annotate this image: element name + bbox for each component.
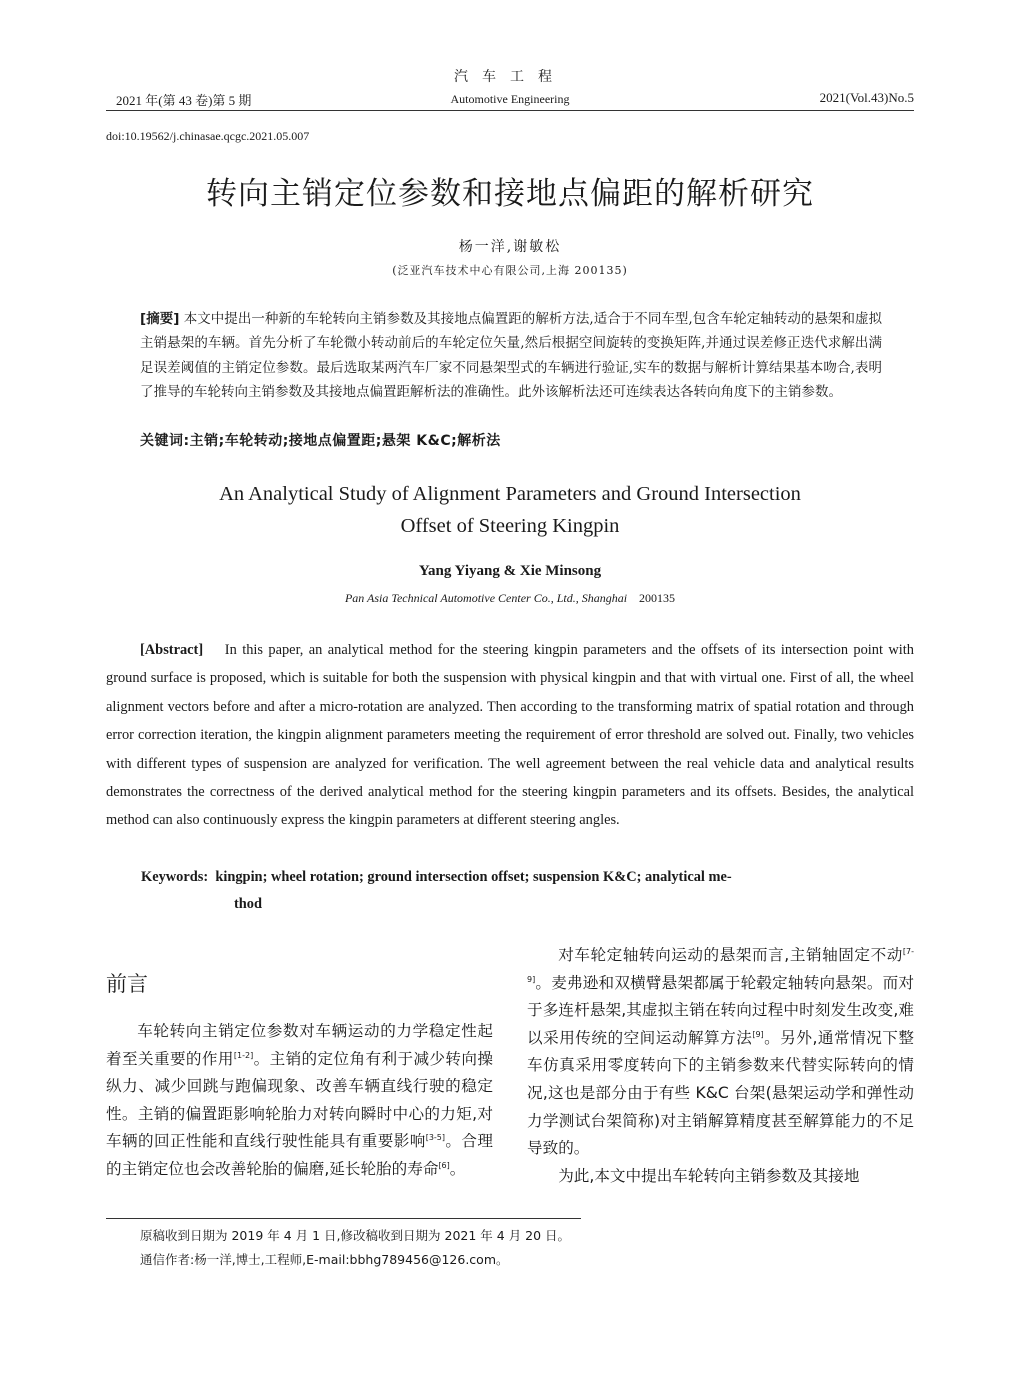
abstract-en-text: In this paper, an analytical method for the steering kingpin parameters and the offsets of its intersection point with ground surface is proposed, which is suitable for both the suspension with physical kingpin and that with virtual one. First of all, the wheel alignment vectors before and after a micro-rotation are analyzed. Then according to the transforming matrix of spatial rotation and through error correction iteration, the kingpin alignment parameters meeting the requirement of error threshold are solved out. Finally, two vehicles with different types of suspension are analyzed for verification. The well agreement between the real vehicle data and analytical results demonstrates the correctness of the derived analytical method for the steering kingpin parameters and its offsets. Besides, the analytical method can also continuously express the kingpin parameters at different steering angles.: [106, 642, 914, 829]
text-run: 对车轮定轴转向运动的悬架而言,主销轴固定不动: [558, 946, 903, 964]
body-column-right: [527, 942, 914, 1190]
issue-info-en: 2021(Vol.43)No.5: [819, 90, 914, 105]
body-column-left: [106, 1018, 493, 1184]
paper-title-en-line1: An Analytical Study of Alignment Parameters and Ground Intersection: [219, 483, 801, 505]
issue-info-cn: 2021 年(第 43 卷)第 5 期: [116, 93, 252, 108]
affiliation-en-name: Pan Asia Technical Automotive Center Co., Ltd., Shanghai: [344, 591, 628, 605]
doi[interactable]: doi:10.19562/j.chinasae.qcgc.2021.05.007: [106, 129, 310, 143]
keywords-en-line2: thod: [234, 896, 262, 912]
journal-title-en: Automotive Engineering: [450, 92, 570, 106]
affiliation-cn: (泛亚汽车技术中心有限公司,上海 200135): [392, 264, 628, 277]
paper-title-en: [0, 478, 1020, 542]
intro-paragraph-3: 为此,本文中提出车轮转向主销参数及其接地: [558, 1166, 860, 1185]
intro-paragraph-1: [106, 1018, 493, 1184]
keywords-en: [141, 864, 914, 918]
affiliation-en: [0, 591, 1020, 606]
keywords-en-label: Keywords:: [141, 869, 209, 885]
keywords-en-line1: kingpin; wheel rotation; ground intersection offset; suspension K&C; analytical me-: [215, 869, 732, 885]
paper-title-en-line2: Offset of Steering Kingpin: [400, 515, 620, 537]
footnote-rule: [106, 1218, 581, 1219]
footnote-received: 原稿收到日期为 2019 年 4 月 1 日,修改稿收到日期为 2021 年 4 月 20 日。: [140, 1228, 571, 1243]
citation[interactable]: [6]: [438, 1160, 450, 1170]
abstract-cn: [140, 307, 882, 405]
section-heading-introduction: 前言: [106, 972, 148, 996]
abstract-en-label: [Abstract]: [140, 642, 204, 658]
text-run: 。: [449, 1159, 466, 1178]
header-rule: [106, 110, 914, 111]
paper-title-cn: 转向主销定位参数和接地点偏距的解析研究: [206, 176, 814, 212]
affiliation-en-zip: 200135: [639, 591, 676, 605]
footnote-author: 通信作者:杨一洋,博士,工程师,E-mail:bbhg789456@126.com。: [140, 1252, 509, 1267]
authors-cn: 杨一洋,谢敏松: [458, 239, 562, 255]
citation[interactable]: [1-2]: [233, 1050, 254, 1060]
abstract-cn-label: [摘要]: [140, 311, 180, 327]
intro-paragraph-2: [527, 942, 914, 1163]
journal-title-cn: 汽车工程: [454, 69, 566, 85]
citation[interactable]: [3-5]: [425, 1133, 446, 1143]
text-run: 。另外,通常情况下整车仿真采用零度转向下的主销参数来代替实际转向的情况,这也是部分由于有些 K&C 台架(悬架运动学和弹性动力学测试台架简称)对主销解算精度甚至解算能力的不足导致的。: [527, 1028, 914, 1158]
keywords-cn: 关键词:主销;车轮转动;接地点偏置距;悬架 K&C;解析法: [140, 433, 501, 449]
text-run: 。麦弗逊和双横臂悬架都属于轮毂定轴转向悬架。而对于多连杆悬架,其虚拟主销在转向过程中时刻发生改变,难以采用传统的空间运动解算方法: [527, 973, 914, 1047]
authors-en: Yang Yiyang & Xie Minsong: [418, 563, 602, 579]
abstract-cn-text: 本文中提出一种新的车轮转向主销参数及其接地点偏置距的解析方法,适合于不同车型,包含车轮定轴转动的悬架和虚拟主销悬架的车辆。首先分析了车轮微小转动前后的车轮定位矢量,然后根据空间旋转的变换矩阵,并通过误差修正迭代求解出满足误差阈值的主销定位参数。最后选取某两汽车厂家不同悬架型式的车辆进行验证,实车的数据与解析计算结果基本吻合,表明了推导的车轮转向主销参数及其接地点偏置距解析法的准确性。此外该解析法还可连续表达各转向角度下的主销参数。: [140, 311, 883, 401]
citation[interactable]: [7-9]: [527, 946, 914, 984]
text-run: 车轮转向主销定位参数对车辆运动的力学稳定性起着至关重要的作用: [106, 1022, 493, 1068]
abstract-en: [106, 636, 914, 835]
citation[interactable]: [9]: [752, 1029, 764, 1039]
text-run: 。合理的主销定位也会改善轮胎的偏磨,延长轮胎的寿命: [106, 1132, 493, 1178]
text-run: 。主销的定位角有利于减少转向操纵力、减少回跳与跑偏现象、改善车辆直线行驶的稳定性。主销的偏置距影响轮胎力对转向瞬时中心的力矩,对车辆的回正性能和直线行驶性能具有重要影响: [106, 1049, 493, 1151]
